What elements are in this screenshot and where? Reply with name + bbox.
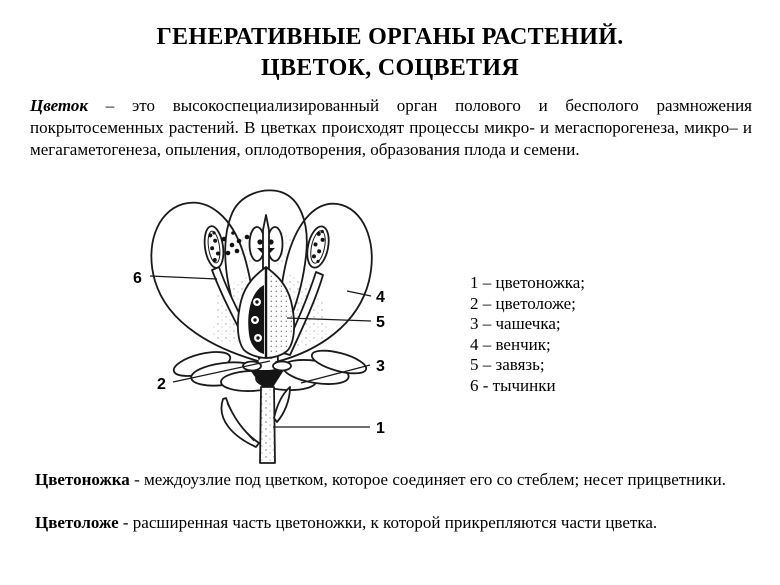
title-line-1: ГЕНЕРАТИВНЫЕ ОРГАНЫ РАСТЕНИЙ.: [156, 24, 624, 50]
flower-diagram: [120, 175, 440, 465]
intro-paragraph: [30, 95, 752, 161]
legend-item-6: 6 - тычинки: [470, 375, 556, 395]
intro-lead-word: Цветок: [30, 96, 89, 115]
leader-line-4: [347, 291, 371, 296]
leader-line-6: [150, 276, 217, 279]
diagram-legend: [470, 273, 585, 396]
diagram-callout-4: 4: [376, 289, 385, 306]
definition-pedicel-text: - междоузлие под цветком, которое соединяет его со стеблем; несет прицветники.: [129, 470, 726, 489]
bract-leaf-left: [221, 398, 259, 447]
anther-right: [304, 224, 332, 269]
definition-receptacle-term: Цветоложе: [35, 513, 119, 532]
diagram-callout-6: 6: [133, 270, 142, 287]
definition-receptacle: [35, 512, 757, 533]
style-stigma: [263, 215, 269, 275]
definition-pedicel: [35, 469, 757, 490]
legend-item-5: 5 – завязь;: [470, 355, 545, 374]
page-title: [0, 22, 780, 84]
definition-pedicel-term: Цветоножка: [35, 470, 130, 489]
anther-left: [202, 225, 226, 269]
legend-item-2: 2 – цветоложе;: [470, 293, 576, 313]
bract-leaf-right: [274, 387, 290, 422]
diagram-callout-1: 1: [376, 420, 385, 437]
legend-item-3: 3 – чашечка;: [470, 314, 561, 333]
definition-receptacle-text: - расширенная часть цветоножки, к которой прикрепляются части цветка.: [118, 513, 658, 532]
diagram-callout-3: 3: [376, 358, 385, 375]
stem-texture: [260, 387, 275, 463]
legend-item-4: 4 – венчик;: [470, 334, 551, 354]
diagram-callout-5: 5: [376, 314, 385, 331]
diagram-callout-2: 2: [157, 376, 166, 393]
title-line-2: ЦВЕТОК, СОЦВЕТИЯ: [261, 55, 519, 81]
legend-item-1: 1 – цветоножка;: [470, 273, 585, 292]
intro-text: – это высокоспециализированный орган полового и бесполого размножения покрытосеменных растений. В цветках происходят процессы микро- и мегаспорогенеза, микро– и мегагаметогенеза, опыления, оплодотворения, образования плода и семени.: [30, 96, 752, 159]
pedicel-stem: [221, 387, 290, 463]
